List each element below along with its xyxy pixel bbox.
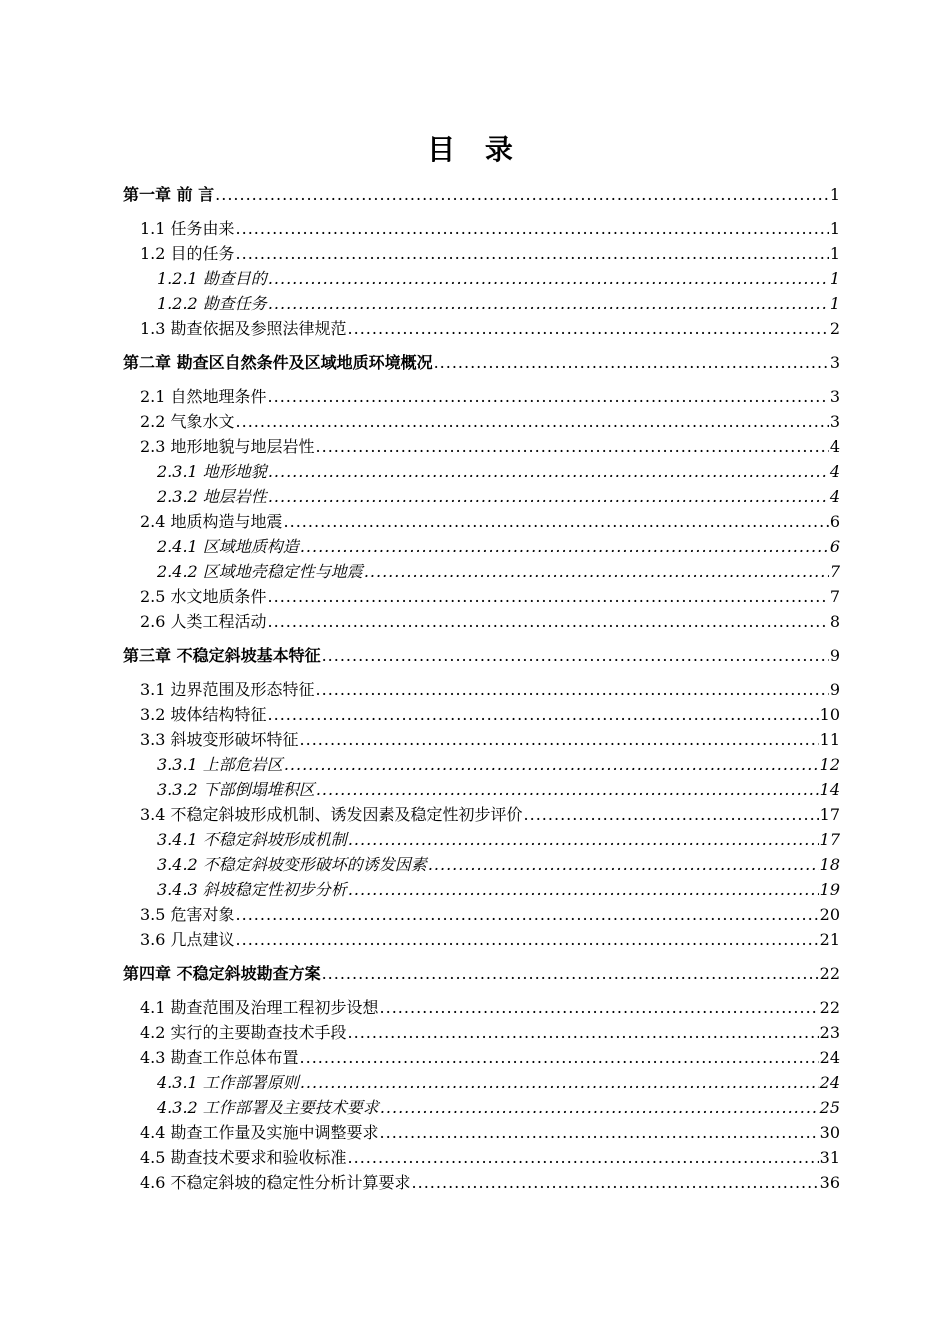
toc-entry-label: 3.1 边界范围及形态特征 xyxy=(140,680,315,699)
toc-leader-dots xyxy=(428,853,819,877)
toc-page-number: 9 xyxy=(829,646,840,665)
toc-page-number: 19 xyxy=(819,880,840,899)
toc-entry-label: 2.3.1 地形地貌 xyxy=(157,462,267,481)
toc-page-number: 17 xyxy=(819,805,840,824)
toc-page-number: 1 xyxy=(829,219,840,238)
toc-section-entry[interactable] xyxy=(140,385,840,409)
toc-page-number: 1 xyxy=(829,244,840,263)
toc-leader-dots xyxy=(268,385,829,409)
toc-page-number: 22 xyxy=(819,964,840,983)
toc-entry-label: 4.3.1 工作部署原则 xyxy=(157,1073,299,1092)
toc-page-number: 1 xyxy=(829,269,840,288)
toc-page-number: 7 xyxy=(829,562,840,581)
toc-page-number: 4 xyxy=(829,462,840,481)
toc-page-number: 24 xyxy=(819,1073,840,1092)
toc-entry-label: 3.4.2 不稳定斜坡变形破坏的诱发因素 xyxy=(157,855,427,874)
toc-title: 目 录 xyxy=(427,133,523,166)
toc-entry-label: 3.5 危害对象 xyxy=(140,905,235,924)
toc-page-number: 6 xyxy=(829,512,840,531)
toc-section-entry[interactable] xyxy=(140,585,840,609)
toc-entry-label: 3.3 斜坡变形破坏特征 xyxy=(140,730,299,749)
toc-section-entry[interactable] xyxy=(140,610,840,634)
toc-page-number: 9 xyxy=(829,680,840,699)
toc-leader-dots xyxy=(380,1096,819,1120)
toc-page-number: 6 xyxy=(829,537,840,556)
toc-entry-label: 第二章 勘查区自然条件及区域地质环境概况 xyxy=(123,353,433,372)
toc-leader-dots xyxy=(524,803,819,827)
toc-chapter-entry[interactable] xyxy=(123,351,840,375)
toc-entry-label: 3.3.1 上部危岩区 xyxy=(157,755,283,774)
toc-section-entry[interactable] xyxy=(140,317,840,341)
toc-page-number: 20 xyxy=(819,905,840,924)
toc-leader-dots xyxy=(236,903,819,927)
toc-subsection-entry[interactable] xyxy=(157,560,840,584)
toc-entry-label: 2.3 地形地貌与地层岩性 xyxy=(140,437,315,456)
toc-entry-label: 第一章 前 言 xyxy=(123,185,215,204)
toc-leader-dots xyxy=(236,928,819,952)
toc-leader-dots xyxy=(322,644,829,668)
toc-section-entry[interactable] xyxy=(140,1171,840,1195)
toc-leader-dots xyxy=(412,1171,819,1195)
toc-page-number: 8 xyxy=(829,612,840,631)
toc-entry-label: 第三章 不稳定斜坡基本特征 xyxy=(123,646,321,665)
toc-subsection-entry[interactable] xyxy=(157,778,840,802)
toc-leader-dots xyxy=(380,1121,819,1145)
toc-page-number: 1 xyxy=(829,294,840,313)
toc-page-number: 3 xyxy=(829,353,840,372)
toc-page-number: 3 xyxy=(829,412,840,431)
toc-leader-dots xyxy=(380,996,819,1020)
toc-subsection-entry[interactable] xyxy=(157,853,840,877)
toc-entry-label: 4.1 勘查范围及治理工程初步设想 xyxy=(140,998,379,1017)
toc-section-entry[interactable] xyxy=(140,678,840,702)
toc-leader-dots xyxy=(316,778,819,802)
toc-entry-label: 4.5 勘查技术要求和验收标准 xyxy=(140,1148,347,1167)
toc-leader-dots xyxy=(284,510,829,534)
toc-page-number: 36 xyxy=(819,1173,840,1192)
toc-leader-dots xyxy=(300,1046,819,1070)
toc-leader-dots xyxy=(300,728,819,752)
toc-entry-label: 1.2.2 勘查任务 xyxy=(157,294,267,313)
toc-entry-label: 3.2 坡体结构特征 xyxy=(140,705,267,724)
toc-entry-label: 1.1 任务由来 xyxy=(140,219,235,238)
toc-leader-dots xyxy=(268,267,829,291)
toc-leader-dots xyxy=(364,560,829,584)
toc-leader-dots xyxy=(348,1146,819,1170)
toc-entry-label: 3.4.3 斜坡稳定性初步分析 xyxy=(157,880,347,899)
toc-page-number: 10 xyxy=(819,705,840,724)
toc-subsection-entry[interactable] xyxy=(157,267,840,291)
toc-page-number: 25 xyxy=(819,1098,840,1117)
toc-leader-dots xyxy=(268,585,829,609)
toc-subsection-entry[interactable] xyxy=(157,1071,840,1095)
toc-leader-dots xyxy=(434,351,829,375)
toc-page-number: 21 xyxy=(819,930,840,949)
toc-section-entry[interactable] xyxy=(140,510,840,534)
toc-section-entry[interactable] xyxy=(140,217,840,241)
toc-page-number: 12 xyxy=(819,755,840,774)
toc-leader-dots xyxy=(268,703,819,727)
toc-subsection-entry[interactable] xyxy=(157,535,840,559)
toc-leader-dots xyxy=(236,242,829,266)
toc-section-entry[interactable] xyxy=(140,242,840,266)
toc-entry-label: 2.4.1 区域地质构造 xyxy=(157,537,299,556)
toc-leader-dots xyxy=(348,317,829,341)
toc-section-entry[interactable] xyxy=(140,703,840,727)
toc-leader-dots xyxy=(268,485,829,509)
toc-leader-dots xyxy=(322,962,819,986)
toc-subsection-entry[interactable] xyxy=(157,292,840,316)
toc-section-entry[interactable] xyxy=(140,1046,840,1070)
toc-page-number: 2 xyxy=(829,319,840,338)
toc-subsection-entry[interactable] xyxy=(157,1096,840,1120)
toc-entry-label: 1.3 勘查依据及参照法律规范 xyxy=(140,319,347,338)
toc-subsection-entry[interactable] xyxy=(157,460,840,484)
toc-leader-dots xyxy=(348,878,819,902)
toc-leader-dots xyxy=(236,217,829,241)
toc-section-entry[interactable] xyxy=(140,410,840,434)
toc-entry-label: 2.4 地质构造与地震 xyxy=(140,512,283,531)
toc-entry-label: 3.3.2 下部倒塌堆积区 xyxy=(157,780,315,799)
toc-page-number: 24 xyxy=(819,1048,840,1067)
toc-entry-label: 2.2 气象水文 xyxy=(140,412,235,431)
toc-entry-label: 2.3.2 地层岩性 xyxy=(157,487,267,506)
toc-page-number: 4 xyxy=(829,487,840,506)
toc-leader-dots xyxy=(215,183,829,207)
toc-section-entry[interactable] xyxy=(140,1146,840,1170)
toc-leader-dots xyxy=(300,535,829,559)
toc-entry-label: 3.4 不稳定斜坡形成机制、诱发因素及稳定性初步评价 xyxy=(140,805,523,824)
toc-page-number: 30 xyxy=(819,1123,840,1142)
toc-entry-label: 4.4 勘查工作量及实施中调整要求 xyxy=(140,1123,379,1142)
toc-section-entry[interactable] xyxy=(140,996,840,1020)
toc-leader-dots xyxy=(316,435,829,459)
toc-page-number: 1 xyxy=(829,185,840,204)
toc-page-number: 22 xyxy=(819,998,840,1017)
toc-leader-dots xyxy=(268,460,829,484)
toc-entry-label: 3.6 几点建议 xyxy=(140,930,235,949)
toc-leader-dots xyxy=(268,610,829,634)
toc-subsection-entry[interactable] xyxy=(157,878,840,902)
toc-section-entry[interactable] xyxy=(140,1121,840,1145)
toc-page-number: 18 xyxy=(819,855,840,874)
toc-page-number: 17 xyxy=(819,830,840,849)
toc-page-number: 7 xyxy=(829,587,840,606)
toc-leader-dots xyxy=(316,678,829,702)
toc-entry-label: 4.6 不稳定斜坡的稳定性分析计算要求 xyxy=(140,1173,411,1192)
toc-page-number: 11 xyxy=(819,730,840,749)
toc-leader-dots xyxy=(348,828,819,852)
toc-leader-dots xyxy=(284,753,819,777)
toc-chapter-entry[interactable] xyxy=(123,183,840,207)
toc-page-number: 3 xyxy=(829,387,840,406)
toc-entry-label: 2.4.2 区域地壳稳定性与地震 xyxy=(157,562,363,581)
toc-page-number: 14 xyxy=(819,780,840,799)
toc-page-number: 4 xyxy=(829,437,840,456)
toc-entry-label: 2.5 水文地质条件 xyxy=(140,587,267,606)
toc-page-number: 23 xyxy=(819,1023,840,1042)
toc-section-entry[interactable] xyxy=(140,903,840,927)
toc-subsection-entry[interactable] xyxy=(157,485,840,509)
toc-subsection-entry[interactable] xyxy=(157,753,840,777)
toc-entry-label: 4.3 勘查工作总体布置 xyxy=(140,1048,299,1067)
toc-entry-label: 2.6 人类工程活动 xyxy=(140,612,267,631)
toc-entry-label: 3.4.1 不稳定斜坡形成机制 xyxy=(157,830,347,849)
toc-section-entry[interactable] xyxy=(140,728,840,752)
toc-entry-label: 4.3.2 工作部署及主要技术要求 xyxy=(157,1098,379,1117)
toc-section-entry[interactable] xyxy=(140,435,840,459)
toc-entry-label: 1.2 目的任务 xyxy=(140,244,235,263)
toc-entry-label: 2.1 自然地理条件 xyxy=(140,387,267,406)
toc-chapter-entry[interactable] xyxy=(123,962,840,986)
toc-leader-dots xyxy=(268,292,829,316)
toc-section-entry[interactable] xyxy=(140,803,840,827)
toc-leader-dots xyxy=(300,1071,819,1095)
toc-subsection-entry[interactable] xyxy=(157,828,840,852)
toc-chapter-entry[interactable] xyxy=(123,644,840,668)
toc-entry-label: 1.2.1 勘查目的 xyxy=(157,269,267,288)
toc-leader-dots xyxy=(348,1021,819,1045)
toc-entry-label: 4.2 实行的主要勘查技术手段 xyxy=(140,1023,347,1042)
toc-section-entry[interactable] xyxy=(140,1021,840,1045)
toc-entry-label: 第四章 不稳定斜坡勘查方案 xyxy=(123,964,321,983)
toc-leader-dots xyxy=(236,410,829,434)
toc-section-entry[interactable] xyxy=(140,928,840,952)
toc-page-number: 31 xyxy=(819,1148,840,1167)
